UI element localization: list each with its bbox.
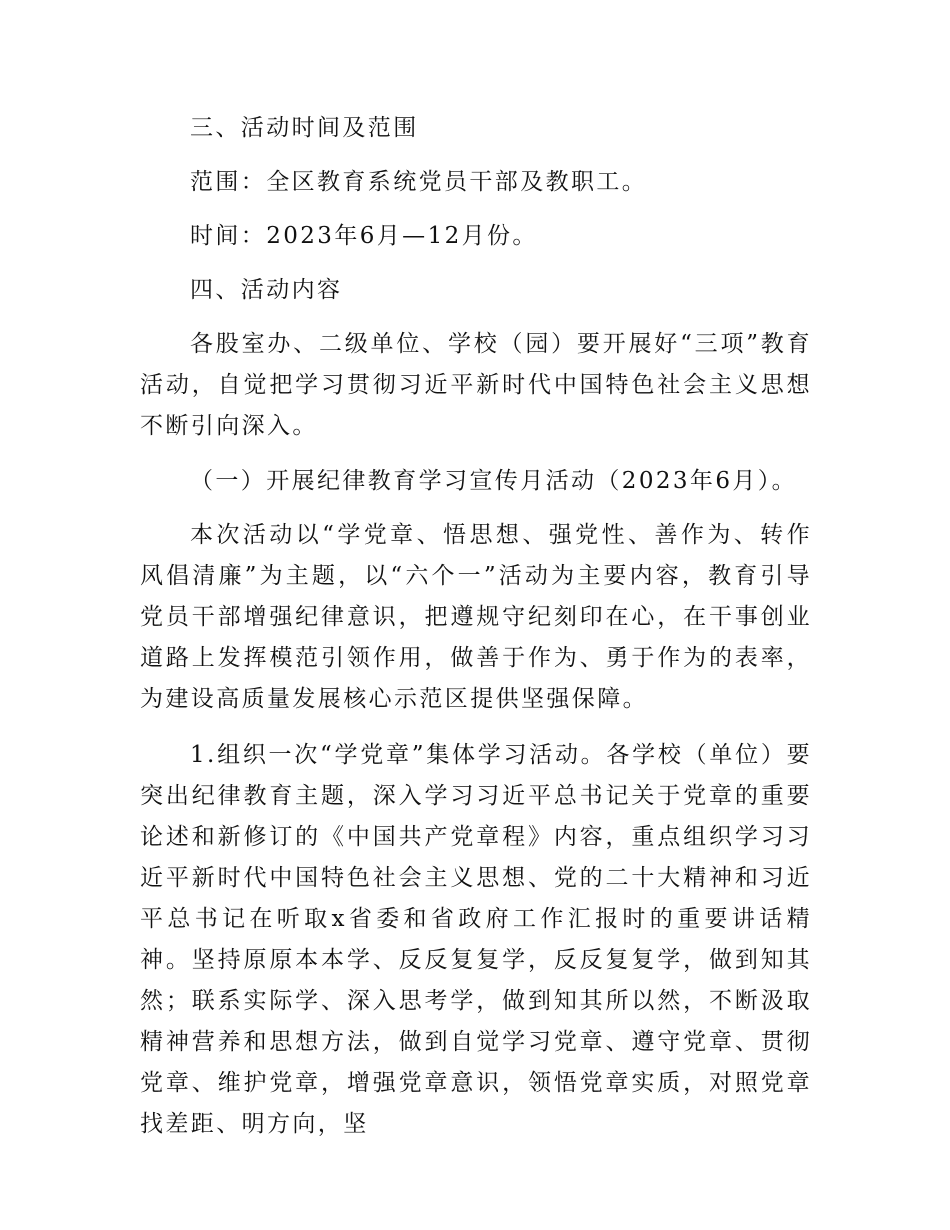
content-intro-paragraph: 各股室办、二级单位、学校（园）要开展好“三项”教育活动，自觉把学习贯彻习近平新时代中国特色社会主义思想不断引向深入。 (140, 331, 812, 439)
section-heading-time-scope: 三、活动时间及范围 (190, 115, 419, 141)
document-body (140, 108, 812, 1145)
study-party-constitution-paragraph: 1.组织一次“学党章”集体学习活动。各学校（单位）要突出纪律教育主题，深入学习习近平总书记关于党章的重要论述和新修订的《中国共产党章程》内容，重点组织学习习近平新时代中国特色社会主义思想、党的二十大精神和习近平总书记在听取x省委和省政府工作汇报时的重要讲话精神。坚持原原本本学、反反复复学，反反复复学，做到知其然；联系实际学、深入思考学，做到知其所以然，不断汲取精神营养和思想方法，做到自觉学习党章、遵守党章、贯彻党章、维护党章，增强党章意识，领悟党章实质，对照党章找差距、明方向，坚 (140, 742, 812, 1137)
scope-paragraph: 范围：全区教育系统党员干部及教职工。 (190, 169, 648, 195)
activity-theme-paragraph: 本次活动以“学党章、悟思想、强党性、善作为、转作风倡清廉”为主题，以“六个一”活动为主要内容，教育引导党员干部增强纪律意识，把遵规守纪刻印在心，在干事创业道路上发挥模范引领作用，做善于作为、勇于作为的表率，为建设高质量发展核心示范区提供坚强保障。 (140, 522, 812, 712)
subsection-heading-discipline-month: （一）开展纪律教育学习宣传月活动（2023年6月）。 (190, 468, 798, 494)
time-paragraph: 时间：2023年6月—12月份。 (190, 223, 538, 249)
section-heading-content: 四、活动内容 (190, 277, 343, 303)
